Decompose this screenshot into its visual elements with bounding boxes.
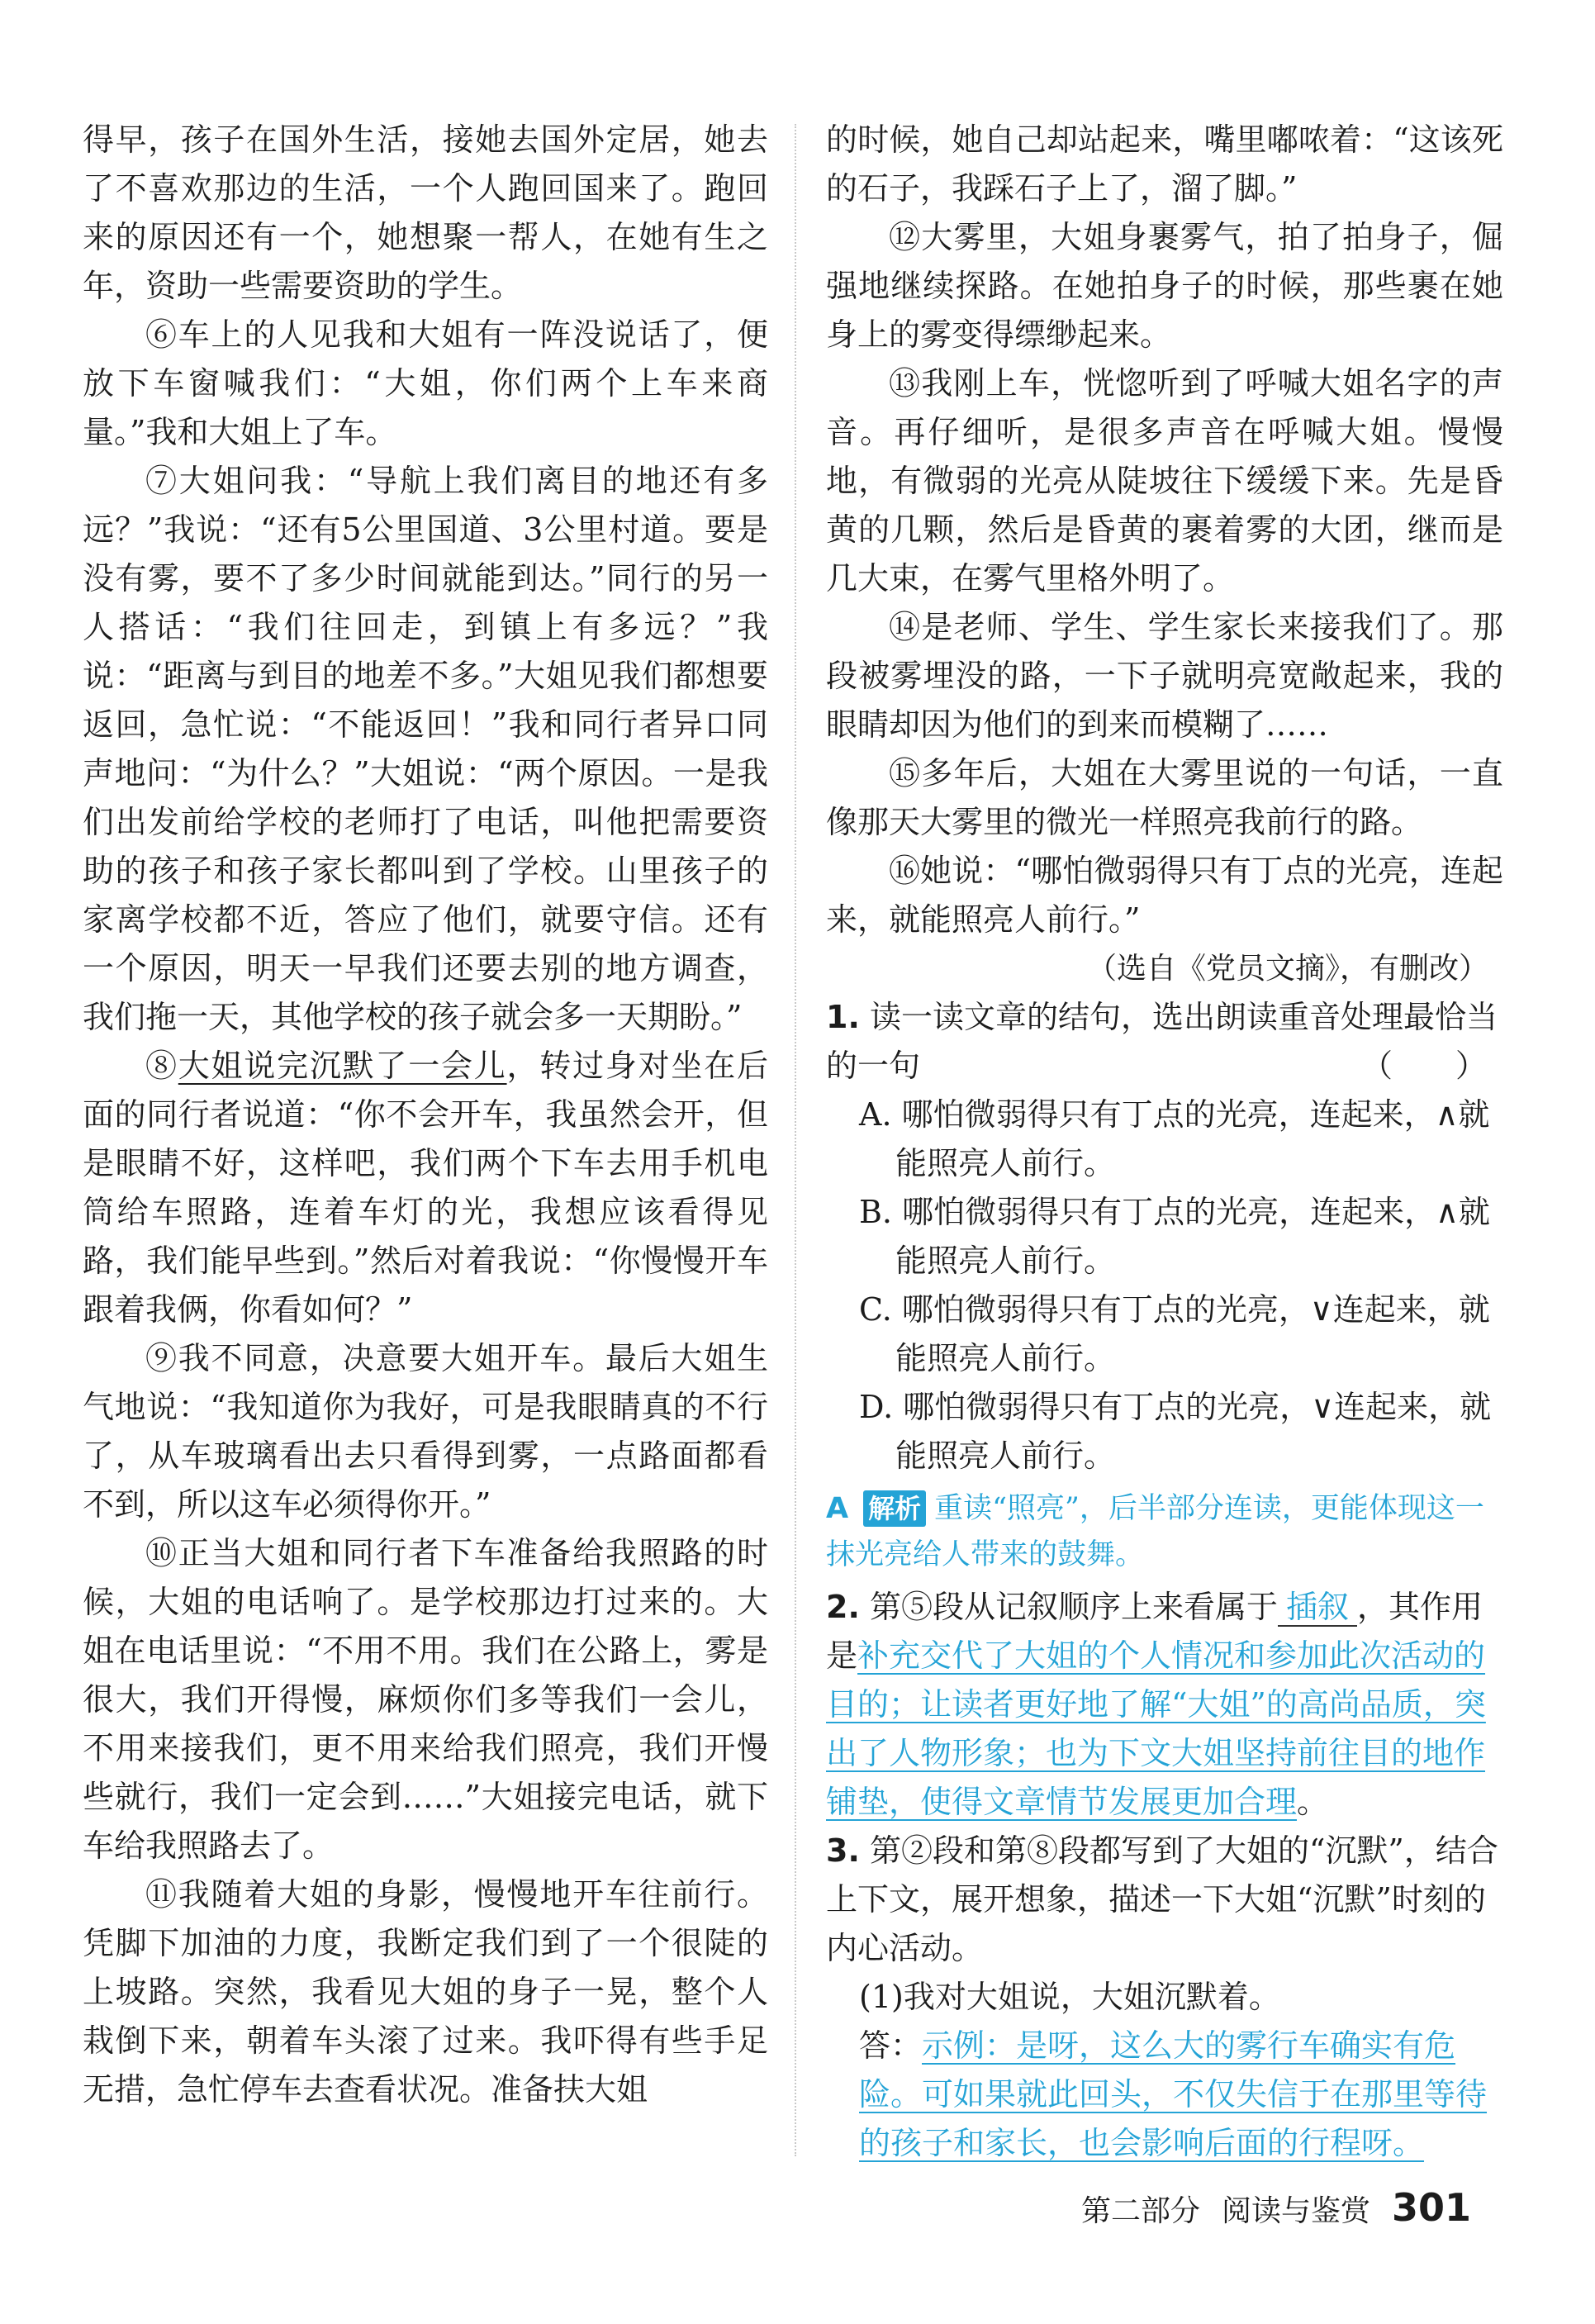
paragraph-14: ⑭是老师、学生、学生家长来接我们了。那段被雾埋没的路，一下子就明亮宽敞起来，我的眼睛却因为他们的到来而模糊了…… <box>826 609 1503 743</box>
answer-label: 答： <box>859 2027 923 2064</box>
left-column <box>83 116 768 2114</box>
answer-blank: 补充交代了大姐的个人情况和参加此次活动的目的；让读者更好地了解“大姐”的高尚品质，突出了人物形象；也为下文大姐坚持前往目的地作铺垫，使得文章情节发展更加合理 <box>826 1637 1486 1820</box>
option-d: D. 哪怕微弱得只有丁点的光亮，∨连起来，就 <box>859 1389 1492 1425</box>
paragraph-text: ，转过身对坐在后面的同行者说道：“你不会开车，我虽然会开，但是眼睛不好，这样吧，我们两个下车去用手机电筒给车照路，连着车灯的光，我想应该看得见路，我们能早些到。”然后对着我说：“你慢慢开车跟着我俩，你看如何？” <box>83 1048 768 1328</box>
question-3-stem <box>826 1827 1503 1973</box>
footer-title: 阅读与鉴赏 <box>1221 2194 1370 2228</box>
paragraph-9: ⑨我不同意，决意要大姐开车。最后大姐生气地说：“我知道你为我好，可是我眼睛真的不行了，从车玻璃看出去只看得到雾，一点路面都看不到，所以这车必须得你开。” <box>83 1340 768 1523</box>
question-3 <box>826 1827 1503 2168</box>
answer-letter: A <box>826 1492 849 1525</box>
option-c: C. 哪怕微弱得只有丁点的光亮，∨连起来，就 <box>859 1291 1490 1328</box>
question-2 <box>826 1583 1503 1827</box>
question-text: 。 <box>1297 1784 1329 1820</box>
option-a: A. 哪怕微弱得只有丁点的光亮，连起来，∧就 <box>859 1096 1490 1133</box>
right-column <box>826 116 1503 2168</box>
underlined-phrase: 大姐说完沉默了一会儿 <box>178 1048 507 1084</box>
question-number: 2. <box>826 1589 860 1625</box>
paragraph-11: ⑪我随着大姐的身影，慢慢地开车往前行。凭脚下加油的力度，我断定我们到了一个很陡的上坡路。突然，我看见大姐的身子一晃，整个人栽倒下来，朝着车头滚了过来。我吓得有些手足无措，急忙停车去查看状况。准备扶大姐 <box>83 1876 768 2108</box>
paragraph-6: ⑥车上的人见我和大姐有一阵没说话了，便放下车窗喊我们：“大姐，你们两个上车来商量。”我和大姐上了车。 <box>83 316 768 450</box>
paragraph-8 <box>83 1042 768 1334</box>
paragraph-15: ⑮多年后，大姐在大雾里说的一句话，一直像那天大雾里的微光一样照亮我前行的路。 <box>826 755 1503 840</box>
option-b-cont: 能照亮人前行。 <box>895 1243 1116 1279</box>
page-number: 301 <box>1391 2185 1471 2230</box>
footer-section: 第二部分 <box>1080 2194 1200 2228</box>
question-1 <box>826 993 1503 1578</box>
paragraph-7: ⑦大姐问我：“导航上我们离目的地还有多远？”我说：“还有5公里国道、3公里村道。要是没有雾，要不了多少时间就能到达。”同行的另一人搭话：“我们往回走，到镇上有多远？”我说：“距离与到目的地差不多。”大姐见我们都想要返回，急忙说：“不能返回！”我和同行者异口同声地问：“为什么？”大姐说：“两个原因。一是我们出发前给学校的老师打了电话，叫他把需要资助的孩子和孩子家长都叫到了学校。山里孩子的家离学校都不近，答应了他们，就要守信。还有一个原因，明天一早我们还要去别的地方调查，我们拖一天，其他学校的孩子就会多一天期盼。” <box>83 463 768 1035</box>
question-text: 第⑤段从记叙顺序上来看属于 <box>869 1589 1278 1625</box>
answer-text: 示例：是呀，这么大的雾行车确实有危险。可如果就此回头，不仅失信于在那里等待的孩子和家长，也会影响后面的行程呀。 <box>859 2027 1488 2161</box>
answer-blank: 插叙 <box>1278 1589 1357 1627</box>
analysis-tag: 解析 <box>863 1490 926 1527</box>
column-divider <box>795 124 796 2156</box>
question-1-stem <box>826 993 1503 1091</box>
option-a-cont: 能照亮人前行。 <box>895 1145 1116 1181</box>
question-text: 读一读文章的结句，选出朗读重音处理最恰当的一句 <box>826 999 1498 1084</box>
question-text: ，其作用是 <box>826 1589 1483 1674</box>
question-number: 1. <box>826 999 860 1035</box>
paragraph: 得早，孩子在国外生活，接她去国外定居，她去了不喜欢那边的生活，一个人跑回国来了。跑回来的原因还有一个，她想聚一帮人，在她有生之年，资助一些需要资助的学生。 <box>83 121 768 304</box>
source-citation: （选自《党员文摘》，有删改） <box>1086 952 1488 986</box>
paragraph-12: ⑫大雾里，大姐身裹雾气，拍了拍身子，倔强地继续探路。在她拍身子的时候，那些裹在她身上的雾变得缥缈起来。 <box>826 219 1503 353</box>
option-b: B. 哪怕微弱得只有丁点的光亮，连起来，∧就 <box>859 1194 1490 1230</box>
option-d-cont: 能照亮人前行。 <box>895 1438 1116 1474</box>
analysis-text: 重读“照亮”，后半部分连读，更能体现这一抹光亮给人带来的鼓舞。 <box>826 1492 1484 1571</box>
question-text: 第②段和第⑧段都写到了大姐的“沉默”，结合上下文，展开想象，描述一下大姐“沉默”时刻的内心活动。 <box>826 1832 1498 1966</box>
question-number: 3. <box>826 1832 860 1869</box>
paragraph: 的时候，她自己却站起来，嘴里嘟哝着：“这该死的石子，我踩石子上了，溜了脚。” <box>826 121 1503 207</box>
option-c-cont: 能照亮人前行。 <box>895 1340 1116 1376</box>
paragraph-13: ⑬我刚上车，恍惚听到了呼喊大姐名字的声音。再仔细听，是很多声音在呼喊大姐。慢慢地，有微弱的光亮从陡坡往下缓缓下来。先是昏黄的几颗，然后是昏黄的裹着雾的大团，继而是几大束，在雾气里格外明了。 <box>826 365 1503 596</box>
sub-question-1: (1)我对大姐说，大姐沉默着。 <box>859 1979 1280 2015</box>
answer-parenthesis: （ ） <box>1360 1048 1487 1084</box>
paragraph-10: ⑩正当大姐和同行者下车准备给我照路的时候，大姐的电话响了。是学校那边打过来的。大姐在电话里说：“不用不用。我们在公路上，雾是很大，我们开得慢，麻烦你们多等我们一会儿，不用来接我们，更不用来给我们照亮，我们开慢些就行，我们一定会到……”大姐接完电话，就下车给我照路去了。 <box>83 1535 768 1864</box>
paragraph-marker: ⑧ <box>145 1048 178 1084</box>
page-footer <box>1081 2185 1471 2230</box>
paragraph-16: ⑯她说：“哪怕微弱得只有丁点的光亮，连起来，就能照亮人前行。” <box>826 853 1503 938</box>
question-2-stem <box>826 1583 1503 1827</box>
answer-line <box>826 2022 1503 2168</box>
analysis-block <box>826 1485 1503 1578</box>
